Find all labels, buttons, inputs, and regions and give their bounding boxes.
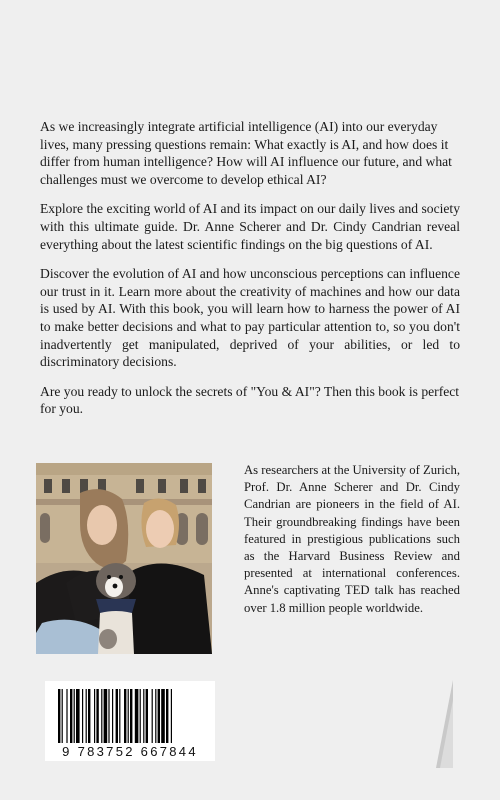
blurb-paragraph-4: Are you ready to unlock the secrets of "You & AI"? Then this book is perfect for you. (40, 383, 460, 417)
barcode-bars (58, 689, 202, 743)
isbn-barcode (45, 681, 215, 761)
author-photo (36, 463, 212, 654)
blurb (40, 118, 460, 430)
blurb-paragraph-2: Explore the exciting world of AI and its impact on our daily lives and society with this ultimate guide. Dr. Anne Scherer and Dr. Cindy Candrian reveal everything about the latest scientific findings on the big questions of AI. (40, 201, 460, 252)
isbn-number: 9 783752 667844 (62, 744, 198, 759)
publisher-logo-icon (435, 680, 454, 768)
author-bio: As researchers at the University of Zurich, Prof. Dr. Anne Scherer and Dr. Cindy Candrian are pioneers in the field of AI. Their groundbreaking findings have been featured in prestigious publications such as the Harvard Business Review and presented at international conferences. Anne's captivating TED talk has reached over 1.8 million people worldwide. (244, 463, 460, 615)
blurb-paragraph-1: As we increasingly integrate artificial intelligence (AI) into our everyday lives, many pressing questions remain: What exactly is AI, and how does it differ from human intelligence? How will AI influence our future, and what challenges must we overcome to develop ethical AI? (40, 119, 452, 187)
blurb-paragraph-3: Discover the evolution of AI and how unconscious perceptions can influence our trust in it. Learn more about the creativity of machines and how our data is used by AI. With this book, you will learn how to harness the power of AI to make better decisions and what to pay particular attention to, so you don't inadvertently get manipulated, deprived of your abilities, or led to discriminatory decisions. (40, 266, 460, 370)
